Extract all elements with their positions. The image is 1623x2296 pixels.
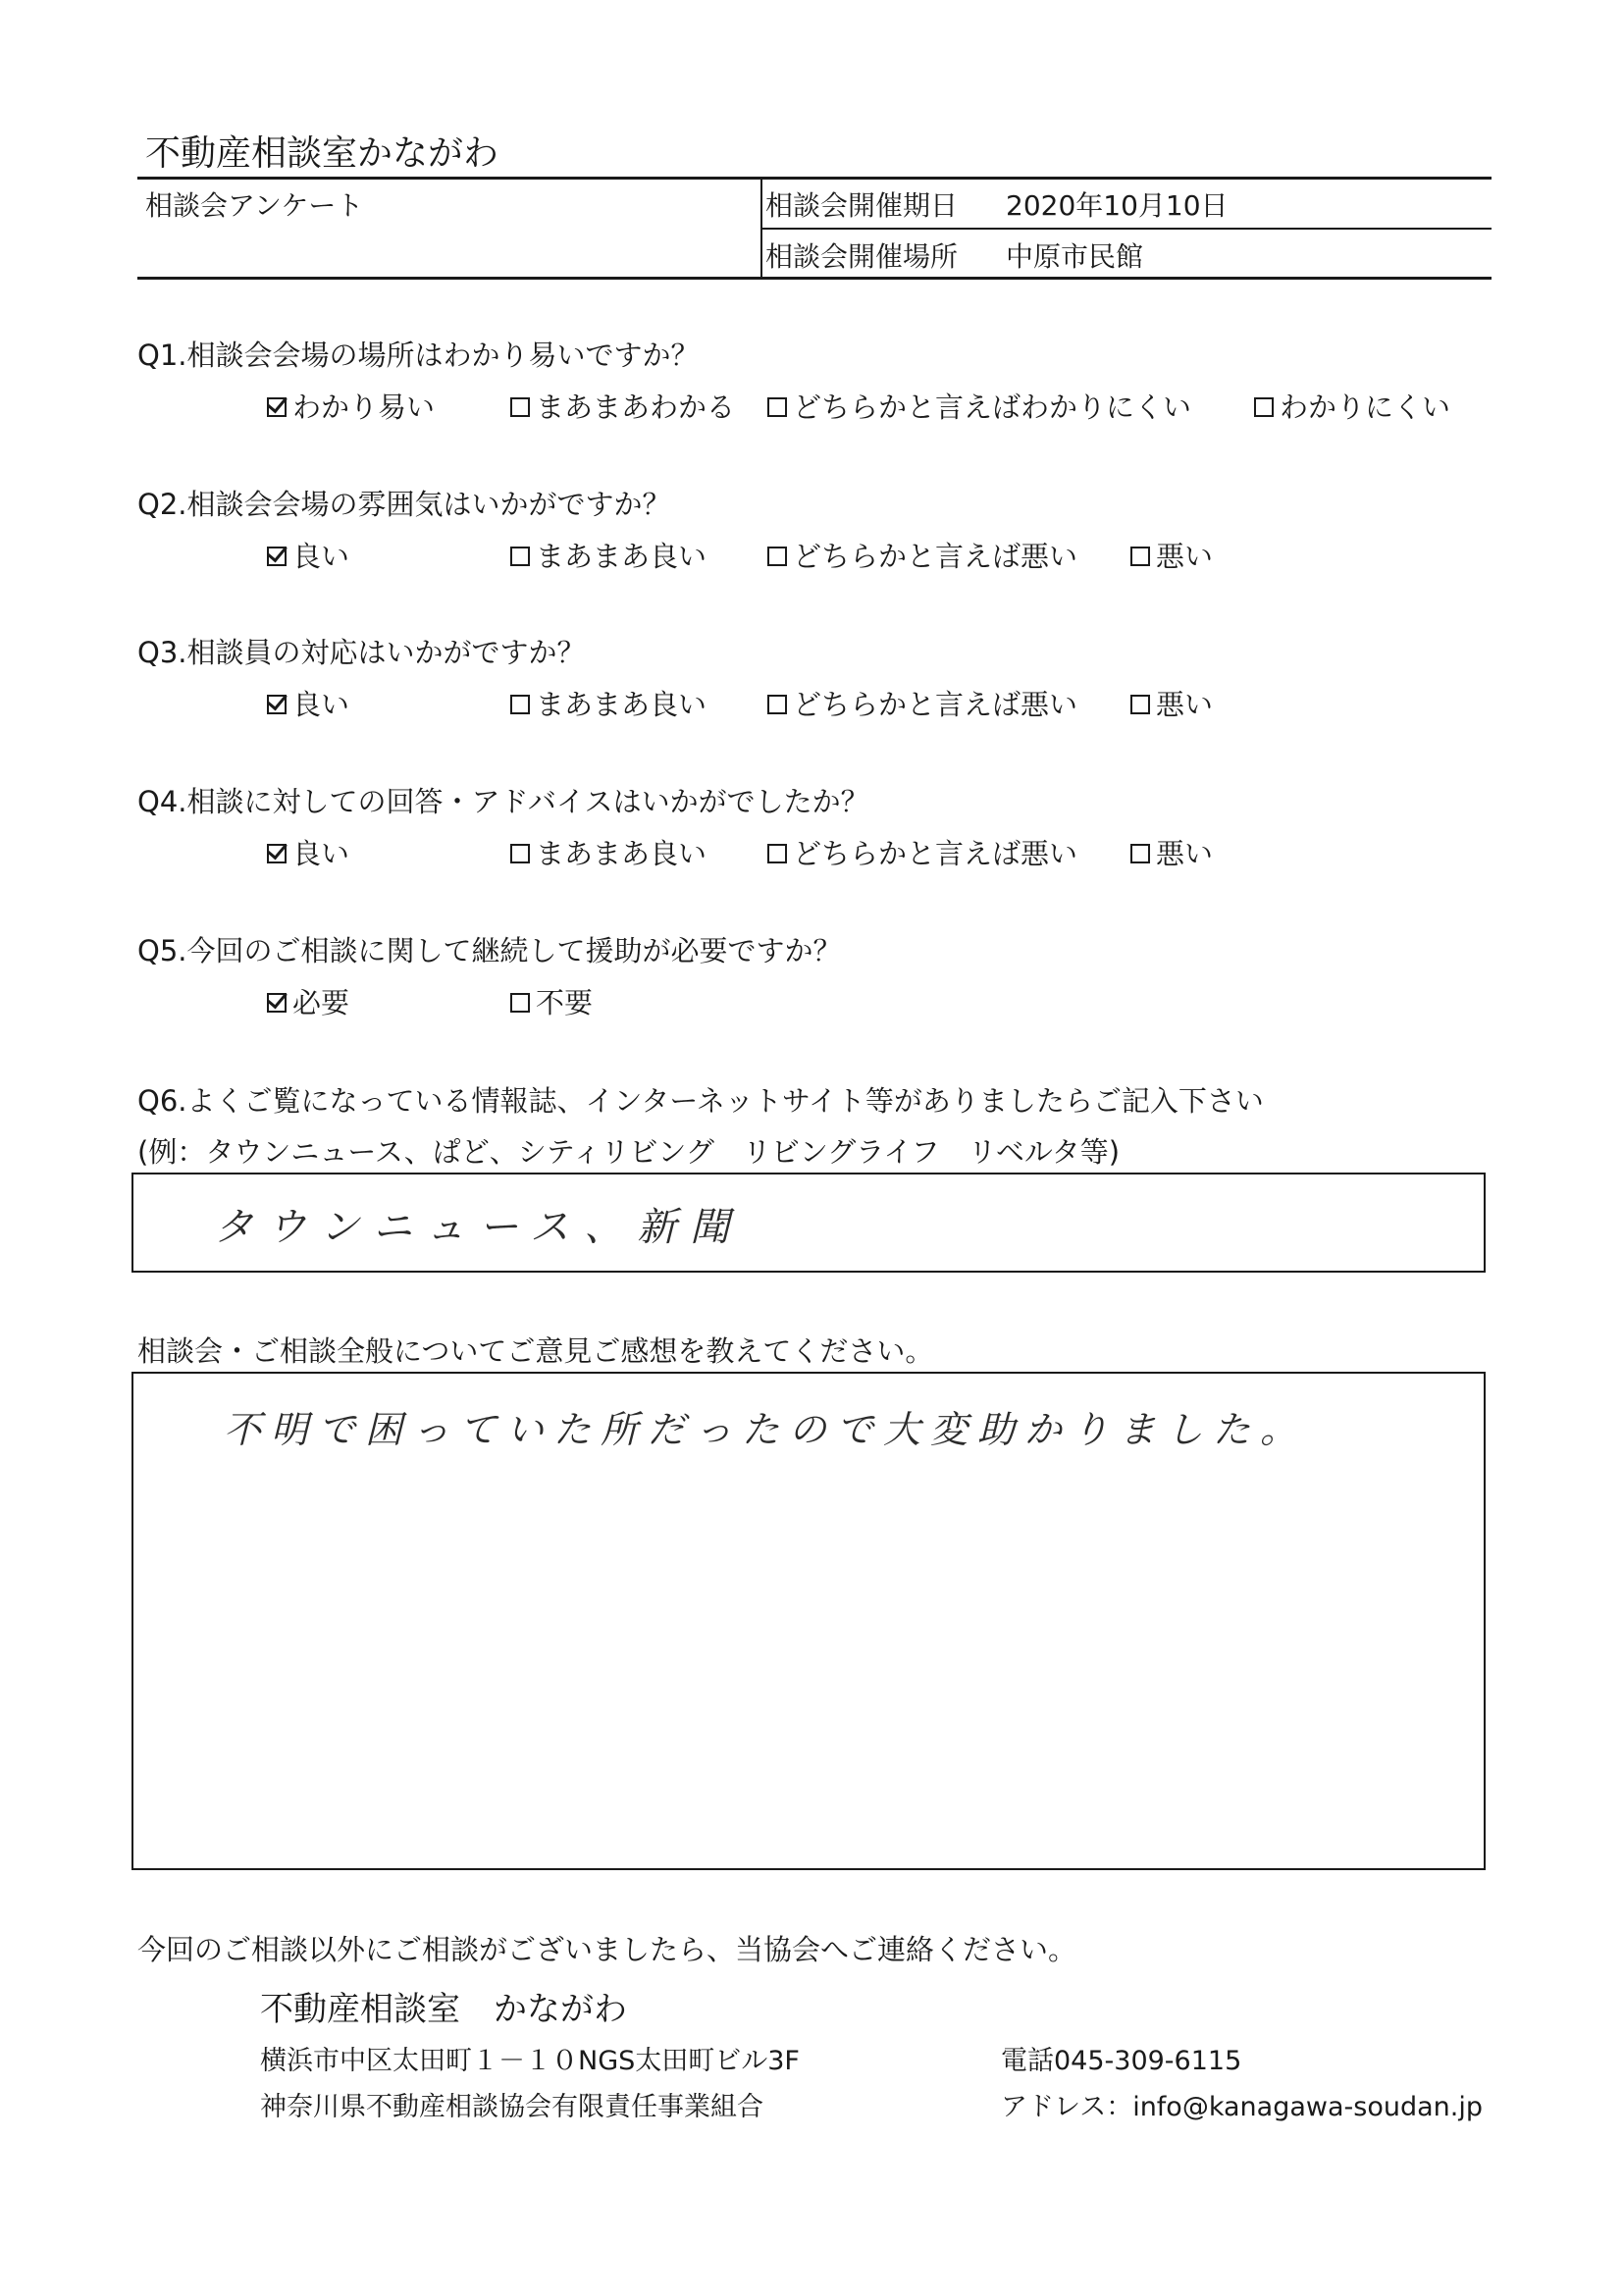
footer-note: 今回のご相談以外にご相談がございましたら、当協会へご連絡ください。: [137, 1933, 1077, 1966]
question-4: Q4.相談に対しての回答・アドバイスはいかがでしたか？: [137, 785, 869, 818]
checkbox-icon: [767, 547, 787, 566]
footer-association: 神奈川県不動産相談協会有限責任事業組合: [260, 2092, 763, 2122]
q1-option-1[interactable]: わかり易い: [267, 386, 435, 426]
footer-address: 横浜市中区太田町１－１０NGS太田町ビル3F: [260, 2046, 800, 2076]
q4-option-3[interactable]: どちらかと言えば悪い: [767, 832, 1077, 872]
venue-value: 中原市民館: [1006, 240, 1144, 273]
date-value: 2020年10月10日: [1006, 189, 1229, 222]
comments-answer-text: 不明で困っていた所だったので大変助かりました。: [224, 1408, 1308, 1451]
checked-box-icon: [267, 993, 287, 1013]
header-bottom-rule: [137, 277, 1492, 280]
comments-label: 相談会・ご相談全般についてご意見ご感想を教えてください。: [137, 1334, 934, 1368]
checkbox-icon: [1254, 397, 1274, 417]
checked-box-icon: [267, 397, 287, 417]
checkbox-icon: [1130, 547, 1150, 566]
header-top-rule: [137, 177, 1492, 180]
question-2: Q2.相談会会場の雰囲気はいかがですか？: [137, 488, 671, 521]
date-label: 相談会開催期日: [765, 189, 959, 222]
q3-option-1[interactable]: 良い: [267, 683, 349, 723]
header-divider: [760, 179, 762, 277]
question-1: Q1.相談会会場の場所はわかり易いですか？: [137, 339, 700, 372]
q4-option-4[interactable]: 悪い: [1130, 832, 1213, 872]
survey-title: 相談会アンケート: [145, 189, 364, 222]
checked-box-icon: [267, 695, 287, 714]
q5-option-1[interactable]: 必要: [267, 981, 349, 1021]
q1-option-2[interactable]: まあまあわかる: [510, 386, 735, 426]
q2-option-3[interactable]: どちらかと言えば悪い: [767, 535, 1077, 575]
q1-option-3[interactable]: どちらかと言えばわかりにくい: [767, 386, 1191, 426]
q3-option-2[interactable]: まあまあ良い: [510, 683, 707, 723]
footer-org-name: 不動産相談室 かながわ: [260, 1990, 627, 2029]
q3-option-4[interactable]: 悪い: [1130, 683, 1213, 723]
checkbox-icon: [510, 695, 530, 714]
q2-option-4[interactable]: 悪い: [1130, 535, 1213, 575]
q2-option-2[interactable]: まあまあ良い: [510, 535, 707, 575]
checkbox-icon: [767, 397, 787, 417]
q6-answer-text: タウンニュース、新聞: [214, 1205, 744, 1250]
checkbox-icon: [510, 547, 530, 566]
checkbox-icon: [510, 844, 530, 863]
question-6: Q6.よくご覧になっている情報誌、インターネットサイト等がありましたらご記入下さい: [137, 1084, 1264, 1118]
footer-phone: 電話045-309-6115: [1001, 2046, 1242, 2076]
checkbox-icon: [510, 993, 530, 1013]
q4-option-2[interactable]: まあまあ良い: [510, 832, 707, 872]
q3-option-3[interactable]: どちらかと言えば悪い: [767, 683, 1077, 723]
checked-box-icon: [267, 844, 287, 863]
q4-option-1[interactable]: 良い: [267, 832, 349, 872]
checkbox-icon: [510, 397, 530, 417]
org-title: 不動産相談室かながわ: [145, 133, 499, 174]
checkbox-icon: [767, 695, 787, 714]
q6-answer-box[interactable]: [131, 1173, 1486, 1273]
footer-email: アドレス：info@kanagawa-soudan.jp: [1001, 2092, 1483, 2122]
checkbox-icon: [1130, 695, 1150, 714]
q1-option-4[interactable]: わかりにくい: [1254, 386, 1450, 426]
header-mid-rule: [760, 228, 1492, 230]
question-3: Q3.相談員の対応はいかがですか？: [137, 636, 586, 669]
venue-label: 相談会開催場所: [765, 240, 959, 273]
question-6-example: (例：タウンニュース、ぱど、シティリビング リビングライフ リベルタ等): [137, 1135, 1121, 1169]
q2-option-1[interactable]: 良い: [267, 535, 349, 575]
comments-answer-box[interactable]: [131, 1372, 1486, 1870]
checkbox-icon: [1130, 844, 1150, 863]
question-5: Q5.今回のご相談に関して継続して援助が必要ですか？: [137, 934, 842, 967]
q5-option-2[interactable]: 不要: [510, 981, 593, 1021]
checked-box-icon: [267, 547, 287, 566]
checkbox-icon: [767, 844, 787, 863]
